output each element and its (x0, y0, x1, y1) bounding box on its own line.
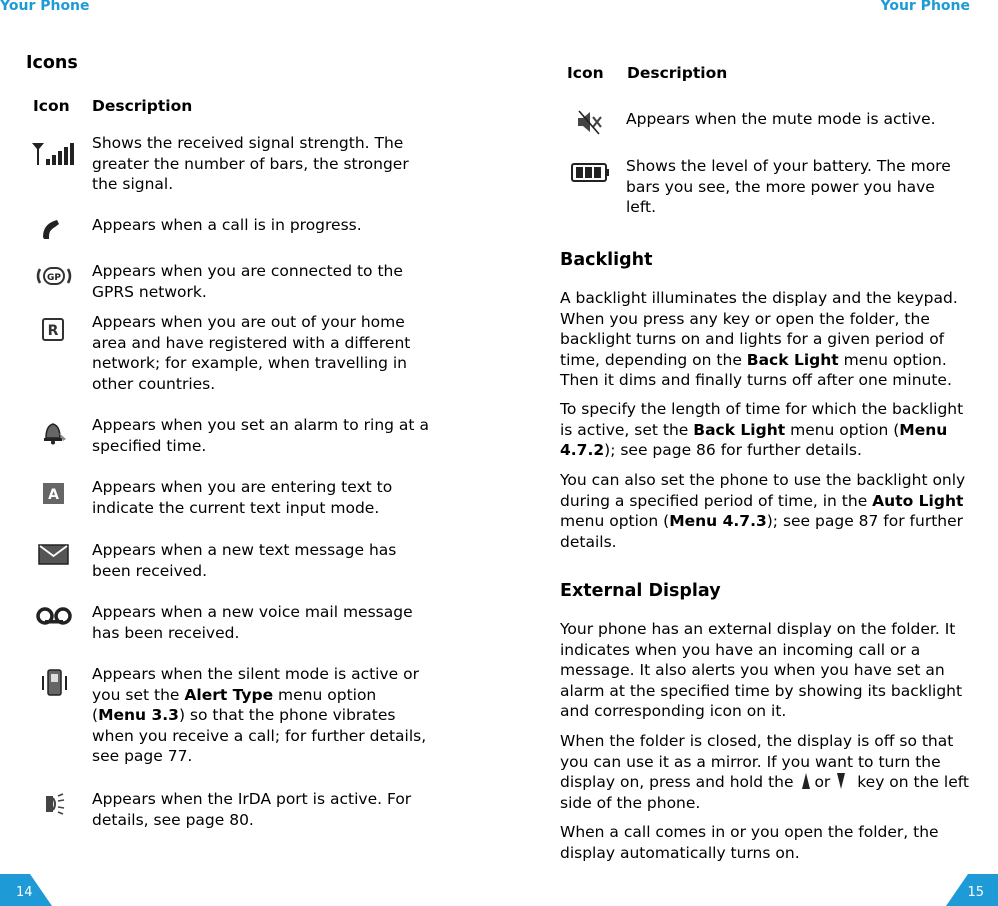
section-title-icons: Icons (26, 53, 78, 73)
row-description: Appears when a call is in progress. (92, 216, 362, 234)
page-number-left (0, 868, 70, 906)
external-display-paragraph-1: Your phone has an external display on the folder. It indicates when you have an incoming call or a message. It also alerts you when you have set an alarm at the specified time by showing its backlight and corresponding icon on it. (560, 620, 963, 720)
row-description: Shows the received signal strength. The greater the number of bars, the stronger the signal. (92, 134, 409, 193)
page-number-right (928, 868, 998, 906)
page-number-text: 14 (16, 885, 33, 900)
row-description: Appears when you are connected to the GPRS network. (92, 262, 403, 301)
row-description: Appears when a new voice mail message has been received. (92, 603, 413, 642)
right-page (499, 0, 998, 906)
table-header-icon: Icon (33, 97, 70, 115)
call-in-progress-icon (40, 217, 68, 241)
section-title-external-display: External Display (560, 581, 721, 601)
table-header-description: Description (92, 97, 193, 115)
volume-down-key-icon (836, 772, 846, 790)
backlight-paragraph-2: To specify the length of time for which the backlight is active, set the Back Light menu option (Menu 4.7.2); see page 86 for further details. (560, 400, 964, 459)
row-description: Shows the level of your battery. The more bars you see, the more power you have left. (626, 157, 951, 216)
text-message-icon (38, 544, 70, 566)
alarm-icon (40, 419, 68, 445)
row-description: Appears when the IrDA port is active. For details, see page 80. (92, 790, 412, 829)
signal-strength-icon (30, 139, 82, 167)
gprs-icon (36, 263, 72, 289)
row-description: Appears when the mute mode is active. (626, 110, 936, 128)
voice-mail-icon (36, 606, 72, 626)
volume-up-key-icon (801, 772, 811, 790)
backlight-paragraph-3: You can also set the phone to use the backlight only during a specified period of time, in the Auto Light menu option (Menu 4.7.3); see page 87 for further details. (560, 471, 966, 551)
svg-text:R: R (47, 323, 59, 339)
text-input-mode-icon (42, 482, 66, 506)
mute-icon (575, 109, 605, 135)
row-description: Appears when you are entering text to indicate the current text input mode. (92, 478, 393, 517)
external-display-paragraph-3: When a call comes in or you open the folder, the display automatically turns on. (560, 823, 939, 862)
running-head-right: Your Phone (880, 0, 970, 14)
irda-icon (44, 792, 68, 818)
table-header-description: Description (627, 64, 728, 82)
external-display-paragraph-2: When the folder is closed, the display is off so that you can use it as a mirror. If you want to turn the display on, press and hold the or key on the left side of the phone. (560, 732, 970, 812)
battery-icon (571, 162, 611, 184)
running-head-left: Your Phone (0, 0, 90, 14)
section-title-backlight: Backlight (560, 250, 653, 270)
page-number-text: 15 (967, 885, 984, 900)
row-description: Appears when you set an alarm to ring at a specified time. (92, 416, 429, 455)
row-description: Appears when the silent mode is active or you set the Alert Type menu option (Menu 3.3) so that the phone vibrates when you receive a call; for further details, see page 77. (92, 665, 427, 765)
backlight-paragraph-1: A backlight illuminates the display and the keypad. When you press any key or open the folder, the backlight turns on and lights for a given period of time, depending on the Back Light menu option. Then it dims and finally turns off after one minute. (560, 289, 958, 389)
table-header-icon: Icon (567, 64, 604, 82)
row-description: Appears when a new text message has been received. (92, 541, 397, 580)
svg-text:GP: GP (47, 273, 61, 283)
svg-text:A: A (48, 487, 59, 503)
roaming-icon (42, 318, 66, 342)
row-description: Appears when you are out of your home area and have registered with a different network; for example, when travelling in other countries. (92, 313, 411, 393)
silent-mode-icon (40, 668, 70, 698)
